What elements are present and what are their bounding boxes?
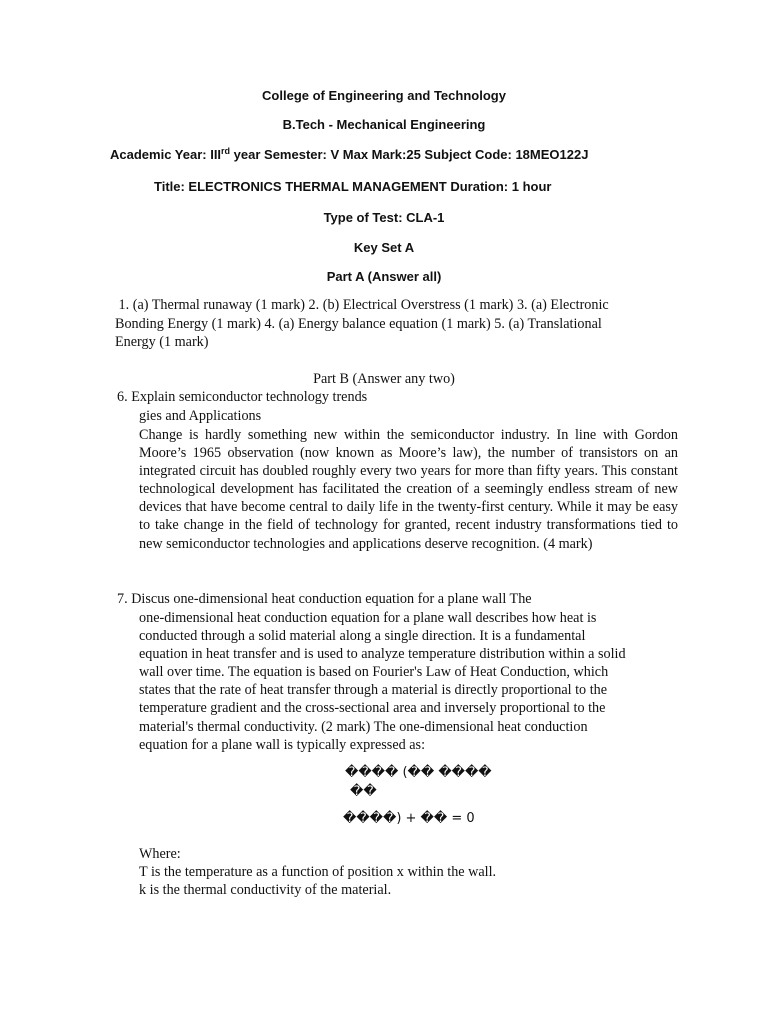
part-a-heading: Part A (Answer all) [326, 269, 442, 284]
program-name: B.Tech - Mechanical Engineering [282, 117, 486, 132]
answer-line: wall over time. The equation is based on Fourier's Law of Heat Conduction, which [139, 664, 609, 681]
answer-line: conducted through a solid material along a single direction. It is a fundamental [139, 628, 586, 645]
part-a-line-2: Bonding Energy (1 mark) 4. (a) Energy balance equation (1 mark) 5. (a) Translational [115, 316, 602, 332]
question-6: 6. Explain semiconductor technology trends [117, 389, 368, 405]
academic-prefix: Academic Year: III [110, 147, 222, 162]
part-b-heading: Part B (Answer any two) [313, 371, 455, 387]
answer-line: equation for a plane wall is typically expressed as: [139, 736, 426, 753]
key-set: Key Set A [353, 240, 415, 255]
where-label: Where: [139, 846, 181, 862]
answer-line: states that the rate of heat transfer through a material is directly proportional to the [139, 682, 608, 699]
academic-suffix: year Semester: V Max Mark:25 Subject Code: 18MEO122J [230, 147, 589, 162]
question-6-fragment: gies and Applications [139, 408, 262, 424]
answer-line: equation in heat transfer and is used to analyze temperature distribution within a solid [139, 646, 626, 663]
equation-line-2: �� [350, 784, 377, 799]
answer-line: material's thermal conductivity. (2 mark) The one-dimensional heat conduction [139, 718, 588, 735]
academic-superscript: rd [221, 146, 231, 156]
question-6-answer: Change is hardly something new within the semiconductor industry. In line with Gordon Moore’s 1965 observation (now known as Moore’s law), the number of transistors on an integrated circuit has doubled roughly every two years for more than fifty years. This constant technological development has facilitated the creation of a seemingly endless stream of new devices that have become central to daily life in the twenty-first century. While it may be easy to take change in the field of technology for granted, recent industry transformations tied to new semiconductor technologies and applications deserve recognition. (4 mark) [139, 427, 678, 552]
answer-line: temperature gradient and the cross-sectional area and inversely proportional to the [139, 700, 606, 717]
definition-k: k is the thermal conductivity of the material. [139, 882, 392, 898]
equation-line-1: ���� (�� ���� [345, 765, 492, 780]
part-a-line-1: 1. (a) Thermal runaway (1 mark) 2. (b) Electrical Overstress (1 mark) 3. (a) Electronic [115, 297, 609, 313]
college-name: College of Engineering and Technology [262, 88, 506, 103]
part-a-line-3: Energy (1 mark) [115, 334, 209, 350]
question-7: 7. Discus one-dimensional heat conduction equation for a plane wall The [117, 591, 532, 607]
answer-line: one-dimensional heat conduction equation for a plane wall describes how heat is [139, 610, 597, 626]
exam-title: Title: ELECTRONICS THERMAL MANAGEMENT Duration: 1 hour [154, 179, 552, 194]
academic-info [110, 147, 588, 162]
question-7-answer [139, 609, 678, 754]
definition-t: T is the temperature as a function of position x within the wall. [139, 864, 497, 880]
test-type: Type of Test: CLA-1 [323, 210, 445, 225]
equation-line-3: ����) + �� = 0 [343, 811, 475, 826]
